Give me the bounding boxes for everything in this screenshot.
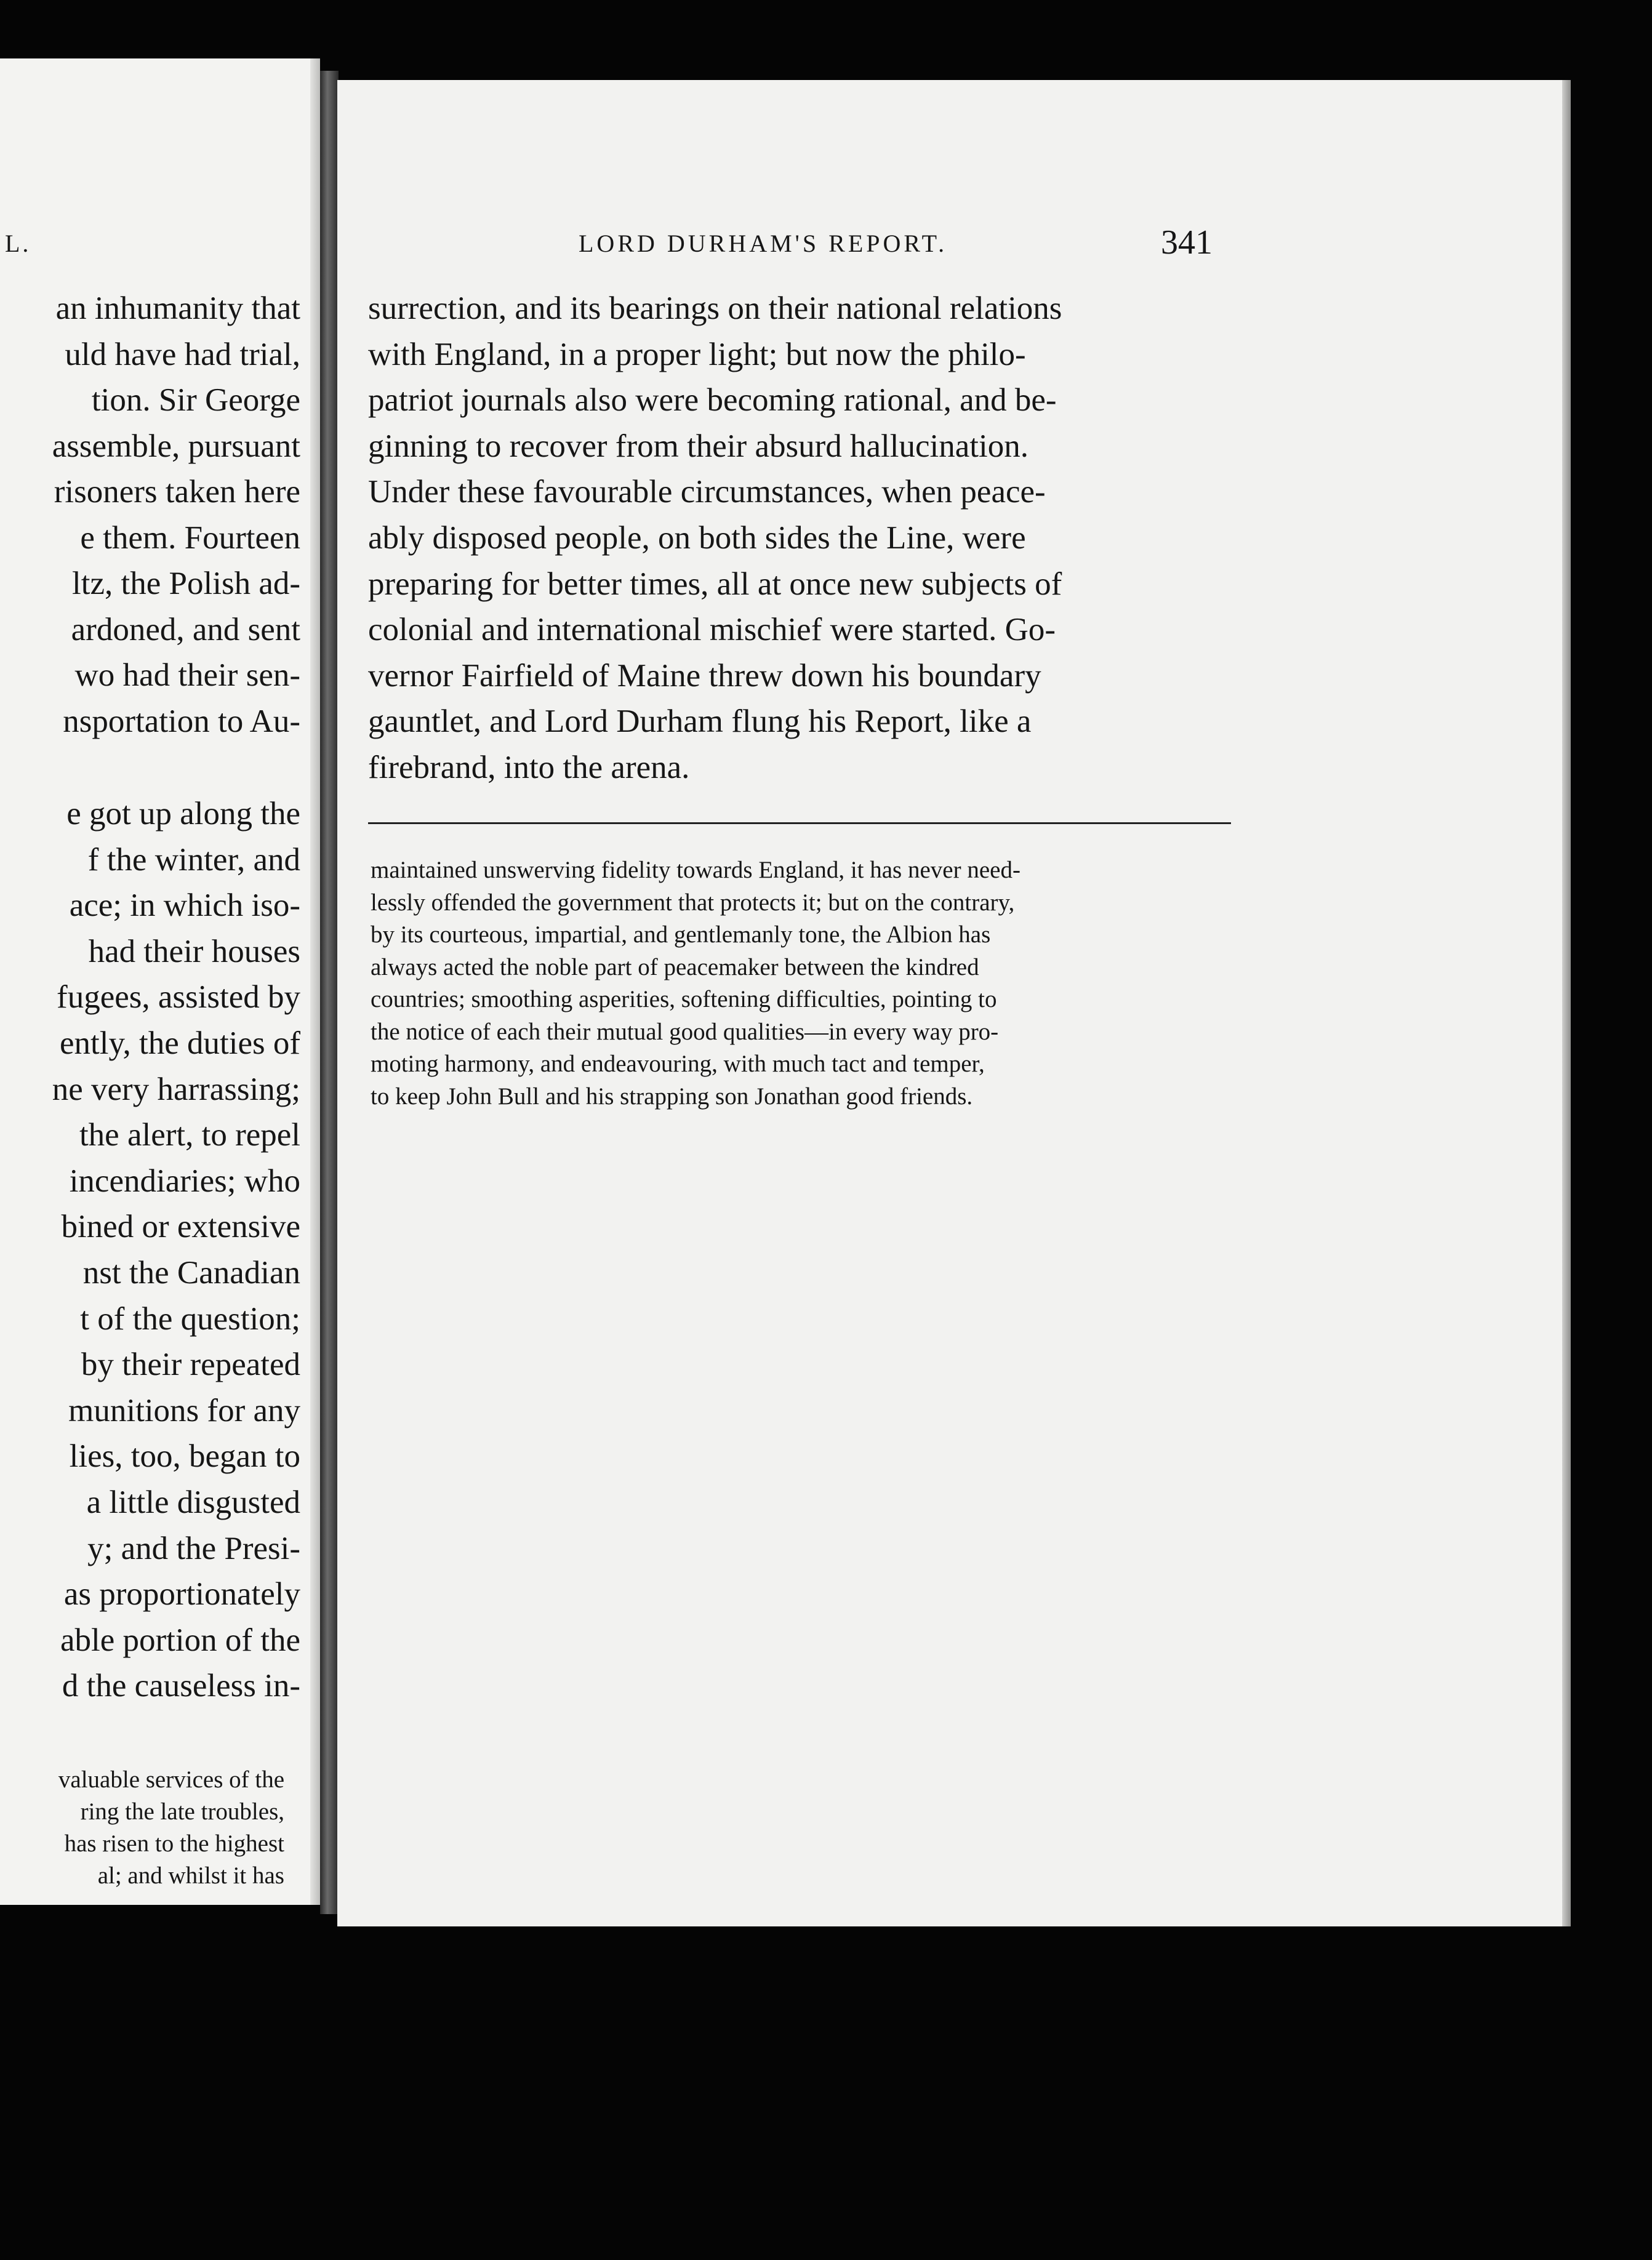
text-line: surrection, and its bearings on their national relations	[368, 291, 1062, 326]
text-line: fugees, assisted by	[57, 979, 300, 1016]
text-line: bined or extensive	[61, 1209, 300, 1245]
text-line: ace; in which iso-	[69, 888, 300, 924]
text-line: d the causeless in-	[62, 1668, 300, 1704]
text-line: munitions for any	[68, 1392, 300, 1429]
footnote-line: has risen to the highest	[64, 1830, 284, 1857]
header-row	[0, 223, 1652, 266]
text-line: ginning to recover from their absurd hallucination.	[368, 428, 1028, 464]
text-line: incendiaries; who	[69, 1163, 300, 1199]
text-line: nst the Canadian	[82, 1255, 300, 1291]
book-spine	[320, 71, 339, 1914]
text-line: lies, too, began to	[69, 1438, 300, 1475]
text-line: had their houses	[88, 933, 300, 969]
gutter-shadow	[310, 58, 320, 1905]
text-line: gauntlet, and Lord Durham flung his Report, like a	[368, 703, 1032, 740]
text-line: nsportation to Au-	[63, 703, 300, 739]
text-line: e them. Fourteen	[80, 519, 300, 556]
text-line: a little disgusted	[86, 1485, 300, 1520]
text-line: as proportionately	[63, 1576, 300, 1613]
text-line: preparing for better times, all at once new subjects of	[368, 566, 1062, 602]
text-line: by their repeated	[81, 1347, 300, 1383]
text-line: colonial and international mischief were started. Go-	[368, 612, 1056, 648]
footnote-line: the notice of each their mutual good qualities—in every way pro-	[371, 1018, 999, 1045]
text-line: patriot journals also were becoming rational, and be-	[368, 382, 1057, 419]
text-line: risoners taken here	[54, 474, 300, 510]
text-line: wo had their sen-	[74, 657, 300, 693]
text-line: uld have had trial,	[65, 336, 300, 372]
footnote-line: maintained unswerving fidelity towards England, it has never need-	[371, 857, 1020, 883]
left-page-header: L.	[5, 230, 31, 257]
footnote-line: al; and whilst it has	[97, 1862, 284, 1889]
text-line: able portion of the	[60, 1622, 300, 1658]
text-line: Under these favourable circumstances, when peace-	[368, 474, 1046, 510]
text-line: t of the question;	[80, 1300, 300, 1337]
text-line: ardoned, and sent	[71, 611, 300, 647]
text-line: tion. Sir George	[91, 382, 300, 418]
footnote-line: to keep John Bull and his strapping son Jonathan good friends.	[371, 1083, 973, 1110]
text-line: assemble, pursuant	[52, 428, 300, 464]
text-line: with England, in a proper light; but now the philo-	[368, 336, 1026, 372]
footnote-line: moting harmony, and endeavouring, with much tact and temper,	[371, 1051, 985, 1077]
footnote-line: valuable services of the	[58, 1766, 284, 1793]
footnote-line: always acted the noble part of peacemaker between the kindred	[371, 953, 979, 980]
text-line: ne very harrassing;	[52, 1071, 300, 1107]
text-line: e got up along the	[66, 796, 300, 831]
text-line: the alert, to repel	[79, 1117, 300, 1153]
text-line: y; and the Presi-	[87, 1530, 300, 1566]
footnote-line: by its courteous, impartial, and gentlemanly tone, the Albion has	[371, 921, 991, 948]
text-line: vernor Fairfield of Maine threw down his boundary	[368, 657, 1041, 694]
text-line: ltz, the Polish ad-	[72, 566, 300, 601]
text-line: an inhumanity that	[55, 291, 300, 326]
text-line: firebrand, into the arena.	[368, 750, 690, 785]
text-line: ably disposed people, on both sides the Line, were	[368, 520, 1026, 556]
text-line: ently, the duties of	[59, 1025, 300, 1061]
footnote-line: countries; smoothing asperities, softening difficulties, pointing to	[371, 986, 997, 1012]
footnote-line: lessly offended the government that protects it; but on the contrary,	[371, 889, 1015, 916]
running-head: LORD DURHAM'S REPORT.	[579, 230, 948, 257]
footnote-rule	[368, 822, 1231, 824]
text-line: f the winter, and	[87, 841, 300, 878]
page-edge	[1562, 80, 1571, 1926]
footnote-line: ring the late troubles,	[80, 1798, 284, 1825]
page-number: 341	[1161, 223, 1213, 262]
